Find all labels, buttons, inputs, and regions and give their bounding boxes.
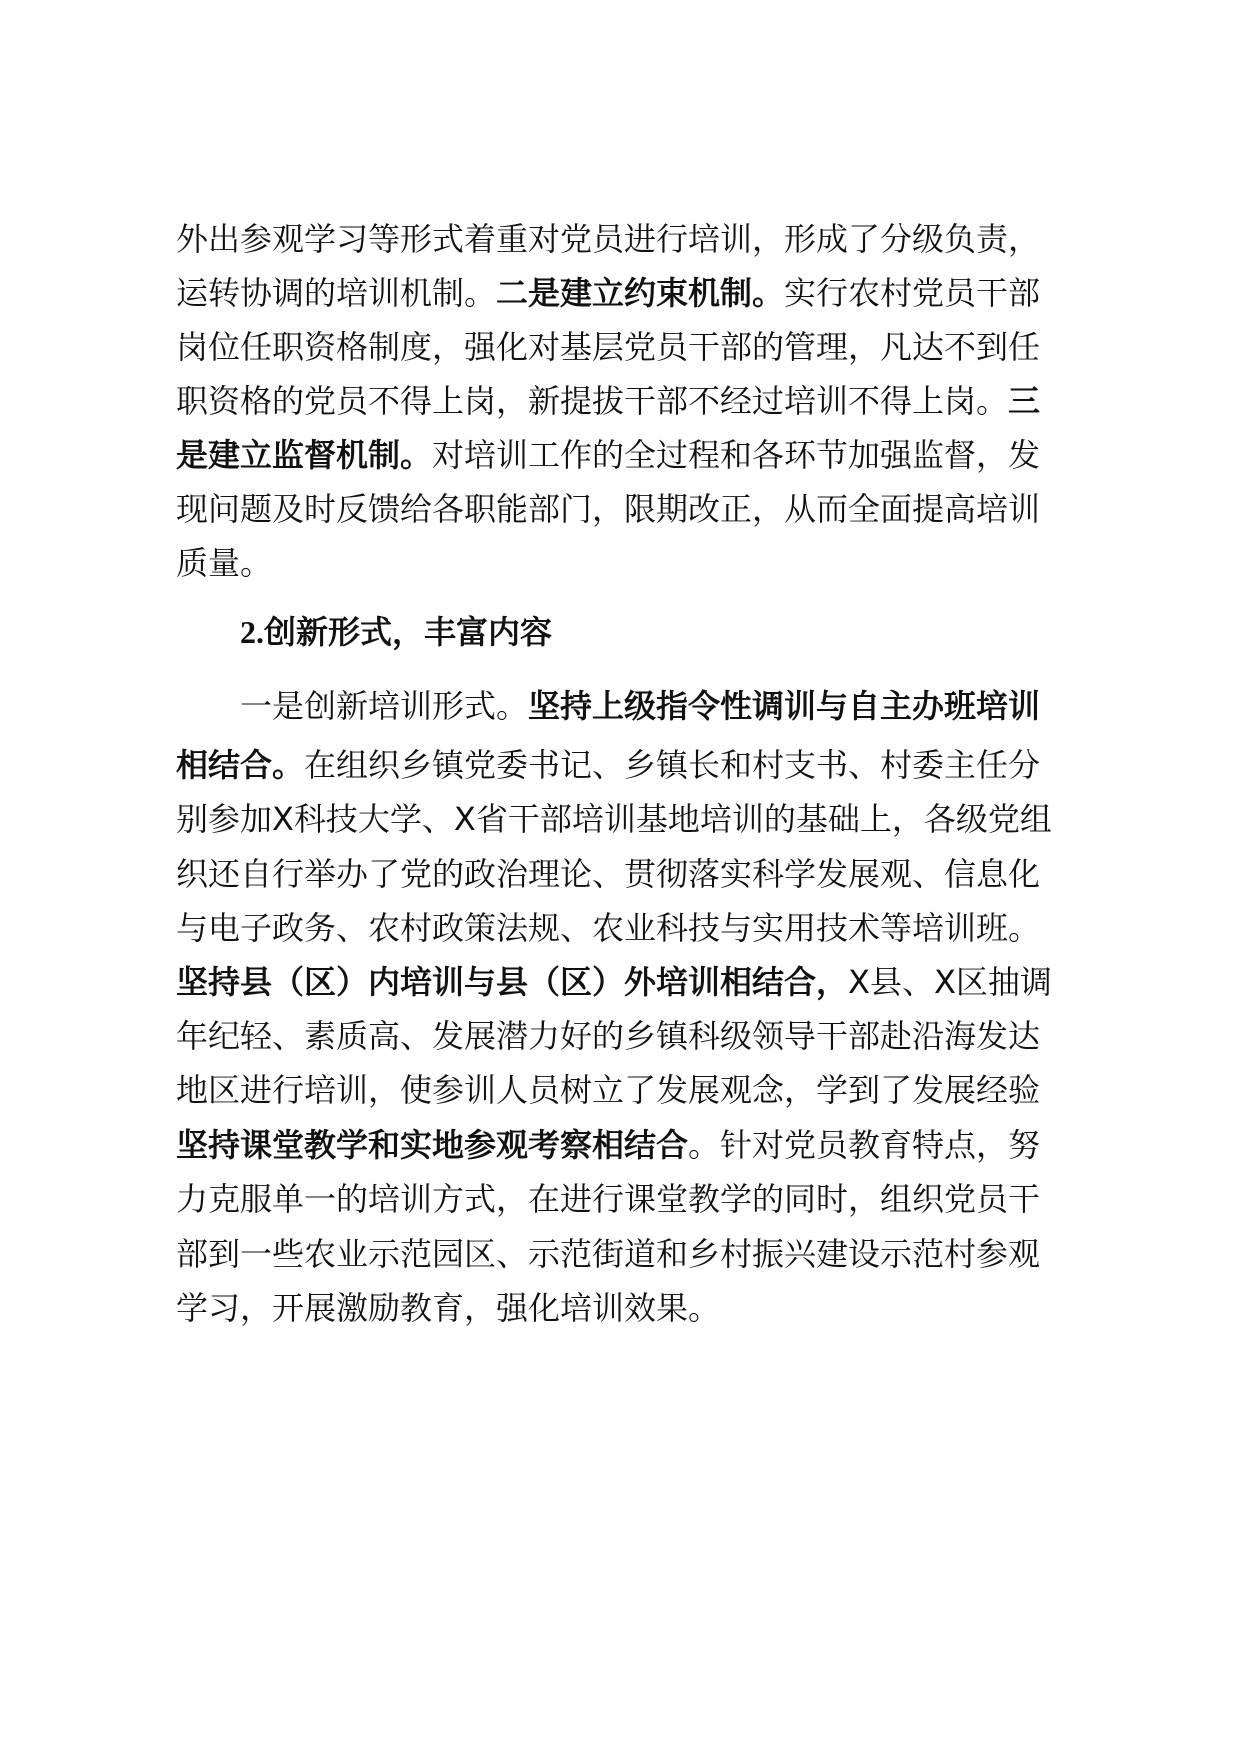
paragraph-2-line-7 [176,1006,1116,1066]
bold-text-run: 坚持上级指令性调训与自主办班培训 [528,687,1041,725]
bold-text-run: 坚持课堂教学和实地参观考察相结合 [176,1126,689,1164]
heading-number: 2. [240,614,264,650]
paragraph-2-line-10 [176,1169,1116,1229]
text-run: 外出参观学习等形式着重对党员进行培训，形成了分级负责， [176,220,1041,258]
text-run: 质量。 [176,544,273,582]
text-run: 在组织乡镇党委书记、乡镇长和村支书、村委主任分 [304,746,1041,784]
paragraph-1-line-6 [176,479,1116,539]
text-run: 实行农村党员干部 [784,274,1041,312]
text-run: 运转协调的培训机制。 [176,274,497,312]
text-run: 学习，开展激励教育，强化培训效果。 [176,1289,721,1327]
paragraph-2-line-5 [176,898,1116,958]
paragraph-2-line-9 [176,1115,1116,1175]
paragraph-2-line-8 [176,1060,1116,1120]
paragraph-1-line-5 [176,425,1116,485]
text-run: 一是创新培训形式。 [240,687,529,725]
text-run: 部到一些农业示范园区、示范街道和乡村振兴建设示范村参观 [176,1235,1041,1273]
paragraph-1-line-7 [176,533,1116,593]
text-run: 年纪轻、素质高、发展潜力好的乡镇科级领导干部赴沿海发达 [176,1017,1041,1055]
bold-text-run: 二是建立约束机制。 [496,274,785,312]
text-run: 地区进行培训，使参训人员树立了发展观念，学到了发展经验 [176,1071,1041,1109]
text-run: X县、X区抽调 [848,963,1052,1001]
paragraph-1-line-2 [176,263,1116,323]
bold-text-run: 三 [1008,382,1041,420]
bold-text-run: 是建立监督机制。 [176,436,433,474]
text-run: 现问题及时反馈给各职能部门，限期改正，从而全面提高培训 [176,490,1041,528]
text-run: 别参加X科技大学、X省干部培训基地培训的基础上，各级党组 [176,800,1052,838]
text-run: 与电子政务、农村政策法规、农业科技与实用技术等培训班。 [176,909,1041,947]
section-heading [240,602,1116,662]
paragraph-2-line-2 [176,735,1116,795]
bold-text-run: 相结合。 [176,746,305,784]
paragraph-2-line-6 [176,952,1116,1012]
bold-text-run: 坚持县（区）内培训与县（区）外培训相结合， [176,963,849,1001]
paragraph-2-line-4 [176,844,1116,904]
paragraph-2-line-11 [176,1224,1116,1284]
paragraph-2-line-12 [176,1278,1116,1338]
paragraph-1-line-3 [176,317,1116,377]
text-run: 职资格的党员不得上岗，新提拔干部不经过培训不得上岗。 [176,382,1009,420]
paragraph-2-line-3 [176,789,1116,849]
text-run: 岗位任职资格制度，强化对基层党员干部的管理，凡达不到任 [176,328,1041,366]
text-run: 对培训工作的全过程和各环节加强监督，发 [432,436,1041,474]
paragraph-1-line-1 [176,209,1116,269]
paragraph-2-line-1 [240,676,1116,736]
text-run: 织还自行举办了党的政治理论、贯彻落实科学发展观、信息化 [176,855,1041,893]
text-run: 力克服单一的培训方式，在进行课堂教学的同时，组织党员干 [176,1180,1041,1218]
text-run: 。针对党员教育特点，努 [688,1126,1041,1164]
paragraph-1-line-4 [176,371,1116,431]
heading-text: 创新形式，丰富内容 [264,613,553,651]
